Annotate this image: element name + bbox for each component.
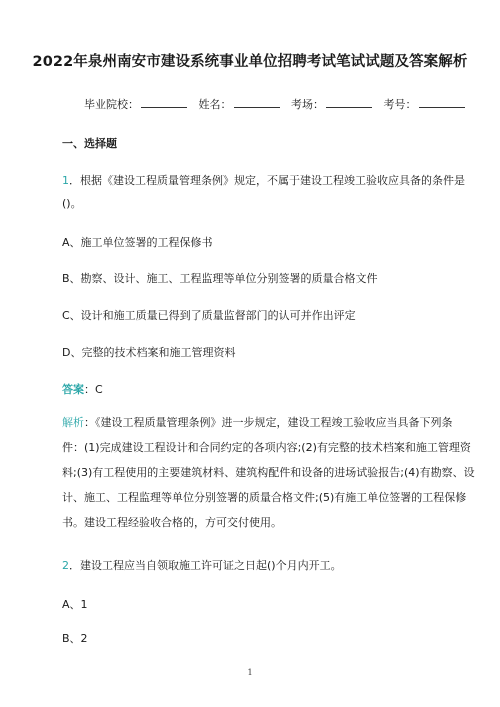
explanation-line-5: 书。建设工程经验收合格的，方可交付使用。 [62,516,282,529]
exam-no-blank [419,98,465,108]
school-blank [141,98,187,108]
explanation-line-2: 件：(1)完成建设工程设计和合同约定的各项内容;(2)有完整的技术档案和施工管理资 [62,441,471,454]
q1-stem-line2: ()。 [62,197,82,210]
q2-option-b: B、2 [62,632,88,645]
q1-option-d: D、完整的技术档案和施工管理资料 [62,346,236,359]
explanation-line-4: 计、施工、工程监理等单位分别签署的质量合格文件;(5)有施工单位签署的工程保修 [62,491,467,504]
exam-no-label: 考号： [383,98,417,111]
candidate-info-row [84,96,473,112]
q1-number: 1 [62,174,69,187]
name-label: 姓名： [198,98,232,111]
section-title: 一、选择题 [62,137,117,150]
explanation-line-1: 解析：《建设工程质量管理条例》进一步规定，建设工程竣工验收应当具备下列条 [62,416,453,429]
q1-option-a: A、施工单位签署的工程保修书 [62,236,213,249]
q1-explanation [62,410,475,535]
exam-room-blank [326,98,372,108]
answer-value: ：C [84,383,103,396]
document-title: 2022年泉州南安市建设系统事业单位招聘考试笔试试题及答案解析 [32,54,468,70]
q1-answer [62,381,103,397]
name-blank [234,98,280,108]
q1-option-b: B、勘察、设计、施工、工程监理等单位分别签署的质量合格文件 [62,272,378,285]
q1-stem-text: ．根据《建设工程质量管理条例》规定，不属于建设工程竣工验收应具备的条件是 [69,174,465,187]
q2-stem-text: ．建设工程应当自领取施工许可证之日起()个月内开工。 [69,559,342,572]
q2-option-a: A、1 [62,598,88,611]
q2-stem [62,557,342,573]
q1-option-c: C、设计和施工质量已得到了质量监督部门的认可并作出评定 [62,309,356,322]
explanation-line-3: 料;(3)有工程使用的主要建筑材料、建筑构配件和设备的进场试验报告;(4)有勘察、设 [62,466,475,479]
page-number: 1 [247,668,253,677]
exam-room-label: 考场： [291,98,324,111]
school-label: 毕业院校： [84,98,139,111]
explanation-label: 解析 [62,416,84,429]
q2-number: 2 [62,559,69,572]
q1-stem-line1 [62,172,465,188]
answer-label: 答案 [62,383,84,396]
